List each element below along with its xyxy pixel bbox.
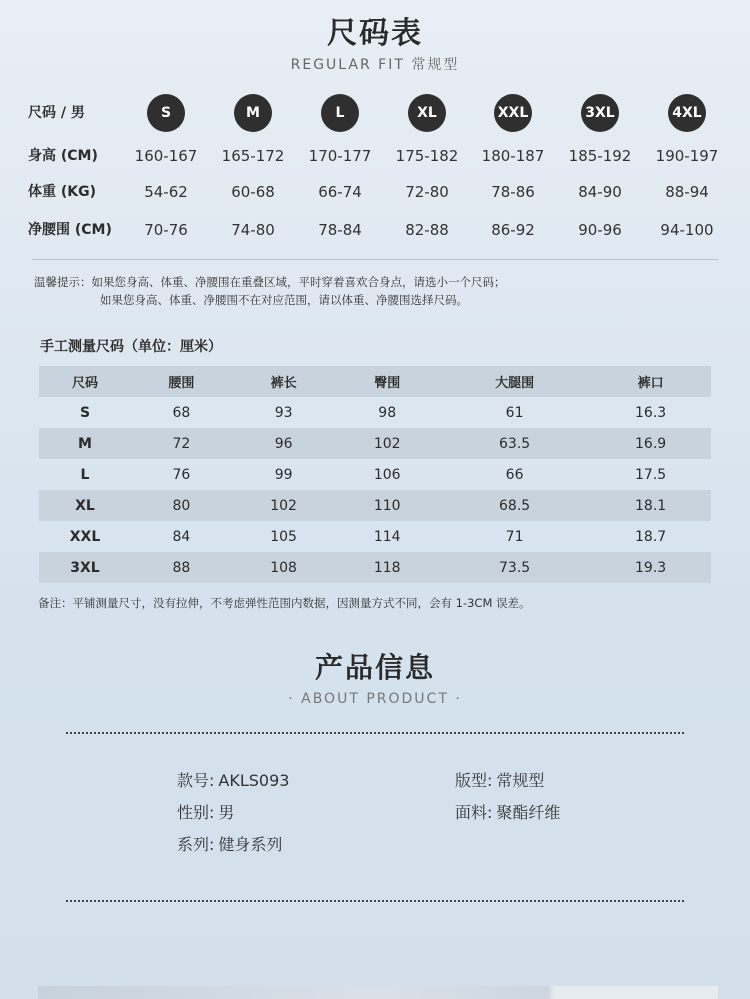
size-chart-title: 尺码表	[327, 16, 423, 51]
info-value: 健身系列	[218, 835, 283, 854]
waist-row	[0, 210, 750, 250]
table-row	[39, 490, 711, 521]
height-row	[0, 136, 750, 176]
product-info-subtitle: · ABOUT PRODUCT ·	[288, 691, 462, 707]
waist-cell: 70-76	[144, 221, 188, 239]
size-row	[0, 93, 750, 133]
info-label: 面料:	[455, 803, 493, 822]
table-cell: S	[79, 404, 91, 421]
height-cell: 160-167	[134, 147, 198, 165]
size-badge-xxl: XXL	[494, 94, 532, 132]
table-cell: 66	[505, 466, 524, 483]
size-badge-xl: XL	[408, 94, 446, 132]
dotted-divider-top	[66, 732, 684, 734]
table-cell: 114	[373, 528, 401, 545]
waist-cell: 78-84	[318, 221, 362, 239]
table-row	[39, 459, 711, 490]
size-badge-3xl: 3XL	[581, 94, 619, 132]
info-style-no	[177, 768, 289, 791]
table-cell: XXL	[69, 528, 101, 545]
table-cell: 18.7	[635, 528, 667, 545]
info-value: 常规型	[496, 771, 545, 790]
table-cell: 72	[172, 435, 191, 452]
tip-line-1: 温馨提示：如果您身高、体重、净腰围在重叠区域，平时穿着喜欢合身点，请选小一个尺码；	[34, 275, 506, 289]
size-badge-m: M	[234, 94, 272, 132]
table-header-cell: 裤口	[637, 376, 664, 391]
weight-cell: 72-80	[405, 183, 449, 201]
info-fit	[455, 768, 544, 791]
table-cell: 96	[274, 435, 293, 452]
table-header-cell: 腰围	[168, 376, 195, 391]
info-fabric	[455, 800, 560, 823]
table-cell: 3XL	[70, 559, 100, 576]
info-label: 性别:	[177, 803, 215, 822]
size-row-label: 尺码 / 男	[28, 105, 85, 121]
weight-cell: 66-74	[318, 183, 362, 201]
size-badge-l: L	[321, 94, 359, 132]
info-value: AKLS093	[218, 771, 290, 790]
weight-cell: 88-94	[665, 183, 709, 201]
height-cell: 175-182	[395, 147, 459, 165]
waist-row-label: 净腰围 (CM)	[28, 222, 112, 238]
dotted-divider-bottom	[66, 900, 684, 902]
table-cell: 99	[274, 466, 293, 483]
table-cell: 106	[373, 466, 401, 483]
table-cell: 63.5	[499, 435, 531, 452]
table-cell: 16.9	[635, 435, 667, 452]
product-info-title: 产品信息	[314, 651, 435, 684]
table-cell: 71	[505, 528, 524, 545]
height-cell: 180-187	[481, 147, 545, 165]
table-cell: 76	[172, 466, 191, 483]
tip-line-2: 如果您身高、体重、净腰围不在对应范围，请以体重、净腰围选择尺码。	[100, 293, 468, 307]
table-cell: 102	[373, 435, 401, 452]
table-row	[39, 397, 711, 428]
table-cell: 84	[172, 528, 191, 545]
waist-cell: 94-100	[660, 221, 714, 239]
weight-cell: 84-90	[578, 183, 622, 201]
table-header-cell: 尺码	[71, 376, 98, 391]
table-cell: 98	[378, 404, 397, 421]
size-badge-s: S	[147, 94, 185, 132]
table-header-cell: 大腿围	[495, 376, 535, 391]
info-value: 聚酯纤维	[496, 803, 561, 822]
measure-title: 手工测量尺码（单位：厘米）	[40, 339, 222, 355]
table-row	[39, 428, 711, 459]
measure-table	[39, 366, 711, 583]
table-cell: 17.5	[635, 466, 667, 483]
table-cell: 102	[270, 497, 297, 514]
table-cell: 108	[270, 559, 297, 576]
table-cell: 105	[270, 528, 297, 545]
weight-row-label: 体重 (KG)	[28, 184, 97, 200]
table-cell: 16.3	[635, 404, 667, 421]
waist-cell: 90-96	[578, 221, 622, 239]
table-cell: 61	[505, 404, 524, 421]
waist-cell: 82-88	[405, 221, 449, 239]
table-row	[39, 521, 711, 552]
weight-cell: 54-62	[144, 183, 188, 201]
table-cell: XL	[75, 497, 95, 514]
height-cell: 170-177	[308, 147, 372, 165]
table-cell: 18.1	[635, 497, 667, 514]
info-label: 版型:	[455, 771, 493, 790]
weight-row	[0, 172, 750, 212]
section-divider	[32, 259, 718, 260]
table-cell: 73.5	[499, 559, 531, 576]
height-cell: 165-172	[221, 147, 285, 165]
table-cell: 80	[172, 497, 191, 514]
info-label: 系列:	[177, 835, 215, 854]
table-cell: 68	[172, 404, 191, 421]
waist-cell: 86-92	[491, 221, 535, 239]
size-chart-subtitle: REGULAR FIT 常规型	[290, 57, 460, 73]
height-cell: 185-192	[568, 147, 632, 165]
table-cell: 93	[274, 404, 293, 421]
height-row-label: 身高 (CM)	[28, 148, 98, 164]
measure-note: 备注：平铺测量尺寸，没有拉伸，不考虑弹性范围内数据，因测量方式不同，会有 1-3CM 误差。	[38, 596, 531, 610]
weight-cell: 60-68	[231, 183, 275, 201]
table-cell: 110	[373, 497, 401, 514]
info-gender	[177, 800, 234, 823]
size-badge-4xl: 4XL	[668, 94, 706, 132]
height-cell: 190-197	[655, 147, 719, 165]
table-row	[39, 552, 711, 583]
info-series	[177, 832, 282, 855]
info-value: 男	[218, 803, 235, 822]
table-cell: M	[78, 435, 92, 452]
table-cell: 19.3	[635, 559, 667, 576]
table-header-cell: 臀围	[374, 376, 401, 391]
table-cell: L	[80, 466, 90, 483]
table-header-cell: 裤长	[270, 376, 297, 391]
table-cell: 68.5	[499, 497, 531, 514]
bottom-image-strip	[38, 986, 718, 999]
table-header-row	[39, 366, 711, 397]
info-label: 款号:	[177, 771, 215, 790]
waist-cell: 74-80	[231, 221, 275, 239]
table-cell: 88	[172, 559, 191, 576]
weight-cell: 78-86	[491, 183, 535, 201]
table-cell: 118	[373, 559, 401, 576]
